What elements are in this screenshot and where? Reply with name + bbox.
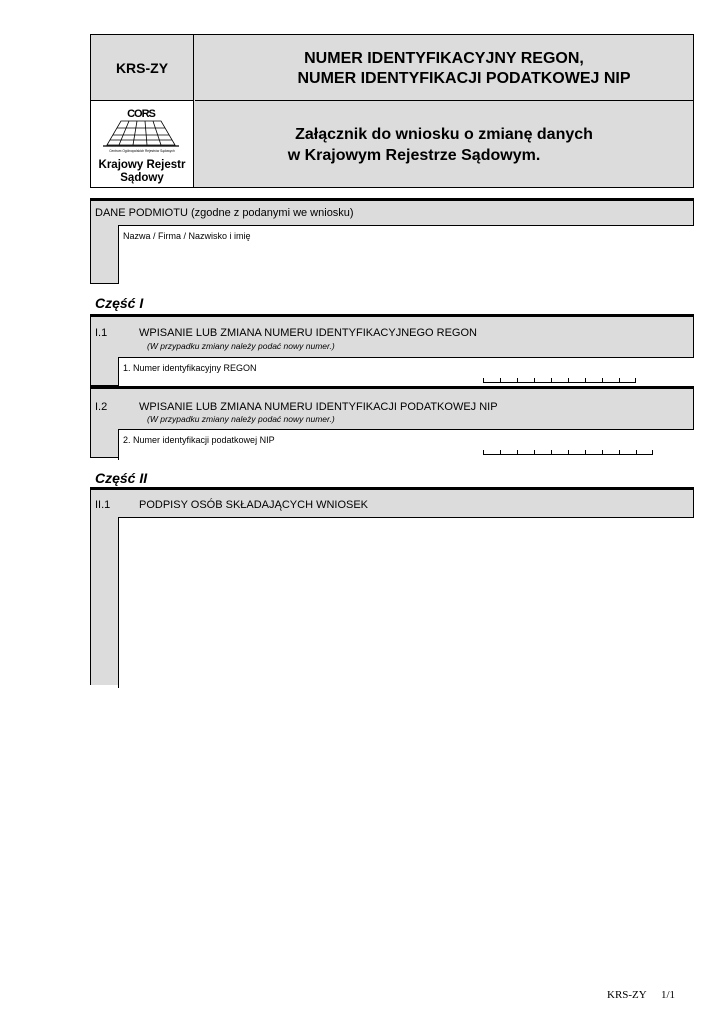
nip-digit-boxes[interactable] bbox=[483, 450, 653, 455]
name-field[interactable] bbox=[118, 225, 694, 284]
section-i2-note: (W przypadku zmiany należy podać nowy numer.) bbox=[147, 414, 335, 424]
section-i2-number: I.2 bbox=[95, 401, 108, 413]
dane-podmiotu-section bbox=[90, 198, 694, 284]
nip-field[interactable] bbox=[118, 429, 694, 460]
form-code: KRS-ZY bbox=[91, 35, 193, 101]
nip-field-label: 2. Numer identyfikacji podatkowej NIP bbox=[123, 435, 275, 445]
logo-subtext: Centrum Ogólnopolskich Rejestrów Sądowych bbox=[109, 149, 175, 153]
logo-name-line2: Sądowy bbox=[120, 172, 164, 184]
title-line1: NUMER IDENTYFIKACYJNY REGON, bbox=[304, 50, 584, 67]
regon-field-label: 1. Numer identyfikacyjny REGON bbox=[123, 363, 257, 373]
footer-code: KRS-ZY bbox=[607, 989, 647, 1001]
logo-acronym: CORS bbox=[127, 108, 155, 120]
section-ii1-heading: PODPISY OSÓB SKŁADAJĄCYCH WNIOSEK bbox=[139, 499, 369, 511]
regon-field[interactable] bbox=[118, 357, 694, 386]
regon-digit-boxes[interactable] bbox=[483, 378, 636, 383]
title-box bbox=[195, 35, 693, 101]
title-line2: NUMER IDENTYFIKACJI PODATKOWEJ NIP bbox=[297, 70, 631, 87]
signatures-field[interactable] bbox=[118, 517, 694, 688]
form-header bbox=[90, 34, 694, 188]
cors-logo-icon bbox=[99, 107, 185, 157]
krs-logo bbox=[91, 101, 193, 187]
section-ii1 bbox=[90, 487, 694, 685]
header-left-column bbox=[91, 35, 194, 187]
part2-title: Część II bbox=[95, 470, 148, 486]
logo-name bbox=[91, 159, 193, 185]
section-i1-number: I.1 bbox=[95, 327, 108, 339]
section-i1 bbox=[90, 314, 694, 386]
section-ii1-number: II.1 bbox=[95, 499, 111, 511]
part1-title: Część I bbox=[95, 295, 144, 311]
section-i1-heading: WPISANIE LUB ZMIANA NUMERU IDENTYFIKACYJNEGO REGON bbox=[139, 327, 477, 339]
dane-podmiotu-heading: DANE PODMIOTU (zgodne z podanymi we wniosku) bbox=[95, 207, 354, 219]
subtitle-line2: w Krajowym Rejestrze Sądowym. bbox=[287, 147, 541, 164]
section-i2 bbox=[90, 386, 694, 458]
section-i1-note: (W przypadku zmiany należy podać nowy numer.) bbox=[147, 341, 335, 351]
section-i2-heading: WPISANIE LUB ZMIANA NUMERU IDENTYFIKACJI PODATKOWEJ NIP bbox=[139, 401, 498, 413]
name-field-label: Nazwa / Firma / Nazwisko i imię bbox=[123, 231, 251, 241]
logo-name-line1: Krajowy Rejestr bbox=[98, 159, 186, 171]
subtitle-line1: Załącznik do wniosku o zmianę danych bbox=[295, 126, 593, 143]
footer-page-number: 1/1 bbox=[661, 989, 676, 1001]
